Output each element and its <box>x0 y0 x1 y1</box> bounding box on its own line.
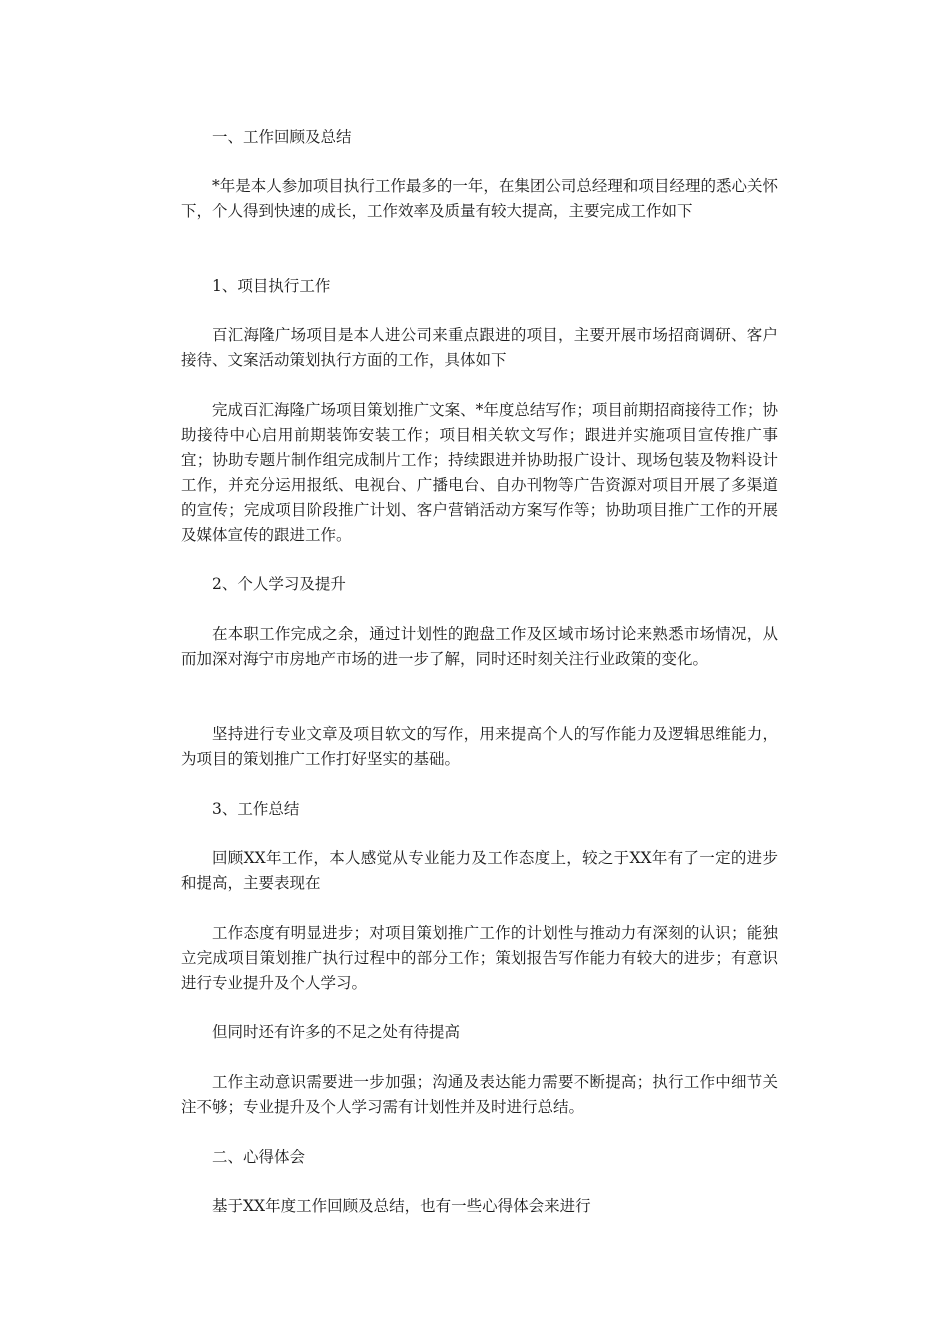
heading-work-review: 一、工作回顾及总结 <box>212 128 352 146</box>
heading-reflections: 二、心得体会 <box>212 1148 306 1166</box>
paragraph-project-overview: 百汇海隆广场项目是本人进公司来重点跟进的项目，主要开展市场招商调研、客户接待、文案活动策划执行方面的工作，具体如下 <box>181 326 778 369</box>
subheading-personal-learning: 2、个人学习及提升 <box>212 575 346 593</box>
paragraph-intro: *年是本人参加项目执行工作最多的一年，在集团公司总经理和项目经理的悉心关怀下，个人得到快速的成长，工作效率及质量有较大提高，主要完成工作如下 <box>181 177 778 220</box>
paragraph-project-tasks: 完成百汇海隆广场项目策划推广文案、*年度总结写作；项目前期招商接待工作；协助接待中心启用前期装饰安装工作；项目相关软文写作；跟进并实施项目宣传推广事宜；协助专题片制作组完成制片工作；持续跟进并协助报广设计、现场包装及物料设计工作，并充分运用报纸、电视台、广播电台、自办刊物等广告资源对项目开展了多渠道的宣传；完成项目阶段推广计划、客户营销活动方案写作等；协助项目推广工作的开展及媒体宣传的跟进工作。 <box>181 401 778 544</box>
paragraph-market-study: 在本职工作完成之余，通过计划性的跑盘工作及区域市场讨论来熟悉市场情况，从而加深对海宁市房地产市场的进一步了解，同时还时刻关注行业政策的变化。 <box>181 625 778 668</box>
subheading-work-summary: 3、工作总结 <box>212 800 300 818</box>
subheading-project-execution: 1、项目执行工作 <box>212 277 331 295</box>
paragraph-year-review: 回顾XX年工作，本人感觉从专业能力及工作态度上，较之于XX年有了一定的进步和提高，主要表现在 <box>181 849 778 892</box>
paragraph-shortcomings-intro: 但同时还有许多的不足之处有待提高 <box>212 1023 461 1041</box>
paragraph-shortcomings: 工作主动意识需要进一步加强；沟通及表达能力需要不断提高；执行工作中细节关注不够；专业提升及个人学习需有计划性并及时进行总结。 <box>181 1073 778 1116</box>
paragraph-progress: 工作态度有明显进步；对项目策划推广工作的计划性与推动力有深刻的认识；能独立完成项目策划推广执行过程中的部分工作；策划报告写作能力有较大的进步；有意识进行专业提升及个人学习。 <box>181 924 778 992</box>
paragraph-reflections-intro: 基于XX年度工作回顾及总结，也有一些心得体会来进行 <box>212 1197 591 1215</box>
paragraph-writing-practice: 坚持进行专业文章及项目软文的写作，用来提高个人的写作能力及逻辑思维能力，为项目的策划推广工作打好坚实的基础。 <box>181 725 778 768</box>
